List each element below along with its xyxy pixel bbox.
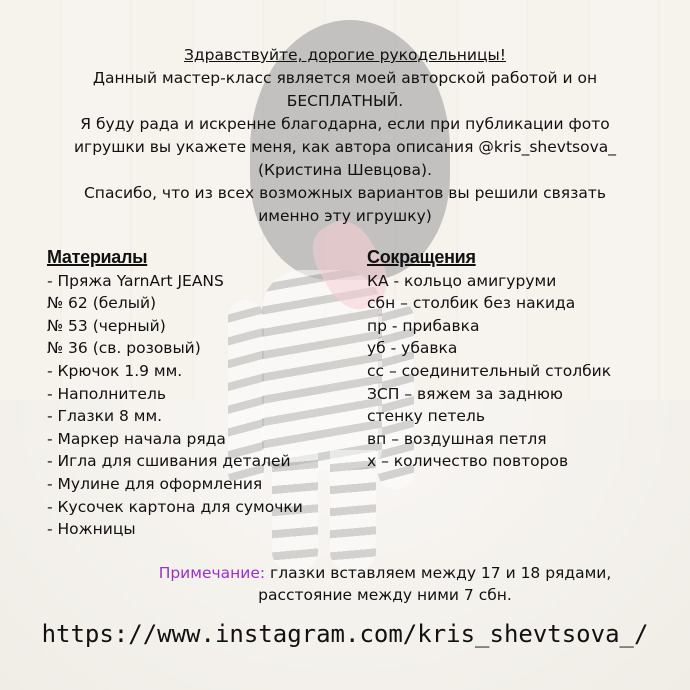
intro-line: Данный мастер-класс является моей авторской работой и он — [92, 69, 598, 87]
list-item: вп – воздушная петля — [367, 429, 547, 448]
list-item: № 36 (св. розовый) — [47, 339, 201, 358]
list-item: сбн – столбик без накида — [367, 294, 576, 313]
intro-line: Я буду рада и искренне благодарна, если при публикации фото — [80, 115, 610, 133]
list-item: - Маркер начала ряда — [47, 429, 226, 448]
list-item: - Ножницы — [47, 520, 136, 539]
greeting: Здравствуйте, дорогие рукодельницы! — [183, 46, 507, 64]
intro-line: именно эту игрушку) — [258, 207, 432, 225]
note — [15, 562, 690, 606]
list-item: х – количество повторов — [367, 452, 569, 471]
materials-title: Материалы — [47, 247, 148, 267]
list-item: ЗСП – вяжем за заднюю — [367, 384, 563, 403]
list-item: КА - кольцо амигуруми — [367, 271, 557, 290]
list-item: - Наполнитель — [47, 384, 167, 403]
intro-line: игрушки вы укажете меня, как автора описания @kris_shevtsova_ — [73, 138, 616, 156]
abbreviations-title: Сокращения — [367, 247, 476, 267]
list-item: уб - убавка — [367, 339, 458, 358]
list-item: пр - прибавка — [367, 316, 480, 335]
list-item: - Глазки 8 мм. — [47, 407, 163, 426]
note-line: расстояние между ними 7 сбн. — [258, 586, 512, 604]
list-item: - Мулине для оформления — [47, 474, 263, 493]
list-item: сс – соединительный столбик — [367, 361, 612, 380]
list-item: - Пряжа YarnArt JEANS — [47, 271, 224, 290]
list-item: - Крючок 1.9 мм. — [47, 361, 183, 380]
list-item: - Кусочек картона для сумочки — [47, 497, 303, 516]
intro-line: Спасибо, что из всех возможных вариантов вы решили связать — [83, 184, 607, 202]
abbreviations-list — [367, 246, 611, 473]
list-item: стенку петель — [367, 407, 485, 426]
list-item: № 62 (белый) — [47, 294, 157, 313]
intro-line: БЕСПЛАТНЫЙ. — [286, 92, 404, 110]
list-item: - Игла для сшивания деталей — [47, 452, 291, 471]
intro-text — [20, 44, 670, 228]
intro-line: (Кристина Шевцова). — [257, 161, 433, 179]
note-label: Примечание: — [158, 564, 266, 582]
note-line: глазки вставляем между 17 и 18 рядами, — [270, 564, 612, 582]
materials-list — [47, 246, 303, 541]
instagram-link[interactable]: https://www.instagram.com/kris_shevtsova_/ — [41, 620, 649, 648]
list-item: № 53 (черный) — [47, 316, 166, 335]
